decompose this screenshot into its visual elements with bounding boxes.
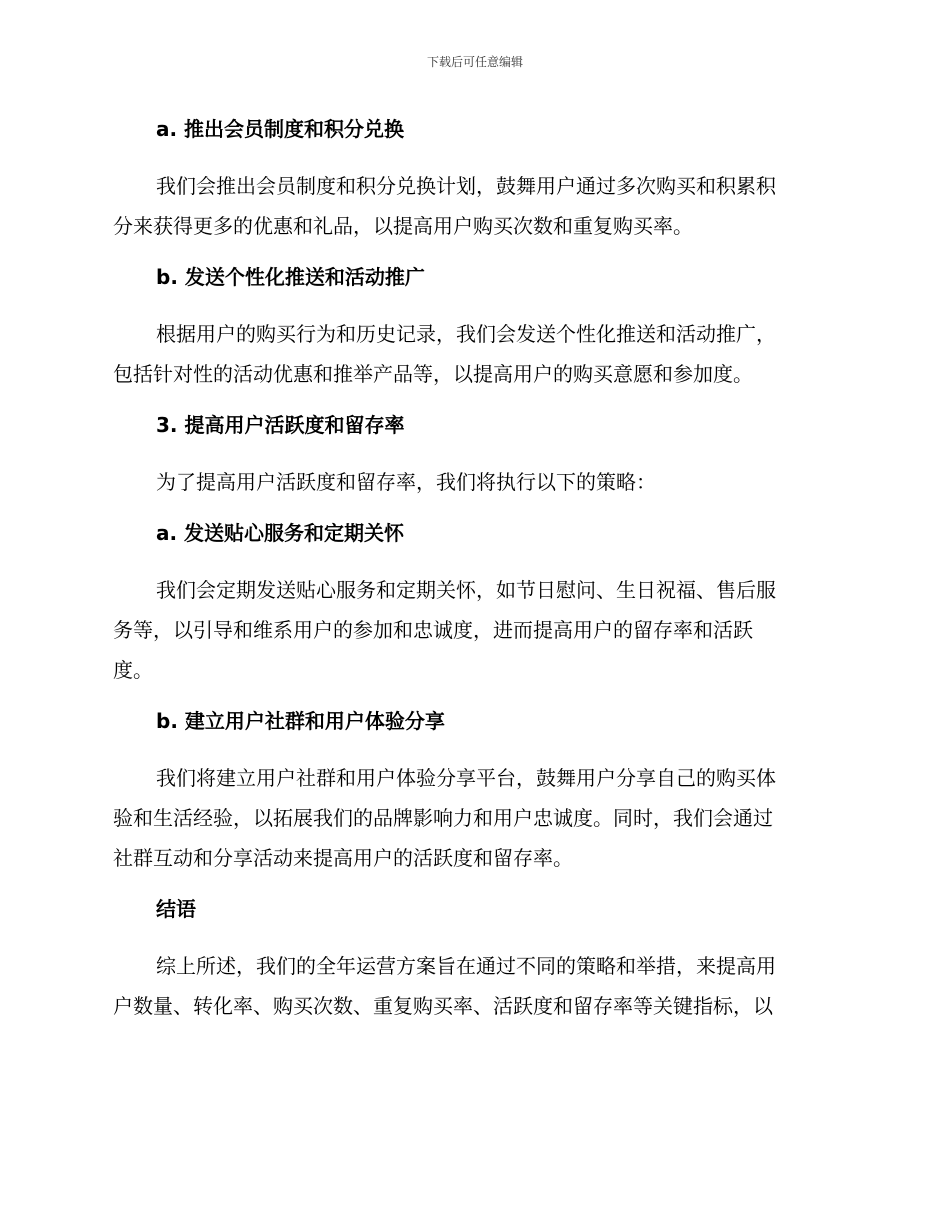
paragraph-line: 综上所述，我们的全年运营方案旨在通过不同的策略和举措，来提高用 (156, 954, 776, 978)
section-paragraph (113, 946, 833, 1026)
document-body (113, 112, 833, 1040)
paragraph-line: 度。 (113, 658, 153, 682)
section-heading: 3. 提高用户活跃度和留存率 (156, 413, 405, 437)
paragraph-line: 我们会推出会员制度和积分兑换计划，鼓舞用户通过多次购买和积累积 (156, 174, 776, 198)
paragraph-line: 我们将建立用户社群和用户体验分享平台，鼓舞用户分享自己的购买体 (156, 766, 776, 790)
section-care-service (113, 516, 833, 690)
section-membership (113, 112, 833, 246)
paragraph-line: 包括针对性的活动优惠和推举产品等，以提高用户的购买意愿和参加度。 (113, 362, 753, 386)
page-header: 下载后可任意编辑 (426, 55, 523, 69)
section-paragraph (113, 166, 833, 246)
paragraph-line: 我们会定期发送贴心服务和定期关怀，如节日慰问、生日祝福、售后服 (156, 578, 776, 602)
section-personalized-push (113, 260, 833, 394)
paragraph-line: 户数量、转化率、购买次数、重复购买率、活跃度和留存率等关键指标，以 (113, 994, 773, 1018)
section-heading: a. 推出会员制度和积分兑换 (156, 117, 405, 141)
section-heading: b. 发送个性化推送和活动推广 (156, 265, 425, 289)
section-heading: b. 建立用户社群和用户体验分享 (156, 709, 445, 733)
paragraph-line: 务等，以引导和维系用户的参加和忠诚度，进而提高用户的留存率和活跃 (113, 618, 753, 642)
paragraph-line: 为了提高用户活跃度和留存率，我们将执行以下的策略： (156, 470, 656, 494)
paragraph-line: 根据用户的购买行为和历史记录，我们会发送个性化推送和活动推广， (156, 322, 776, 346)
section-heading: a. 发送贴心服务和定期关怀 (156, 521, 405, 545)
section-heading: 结语 (156, 897, 196, 921)
section-activity-retention (113, 408, 833, 502)
paragraph-line: 验和生活经验，以拓展我们的品牌影响力和用户忠诚度。同时，我们会通过 (113, 806, 773, 830)
section-paragraph (113, 462, 833, 502)
section-conclusion (113, 892, 833, 1026)
section-paragraph (113, 758, 833, 878)
section-paragraph (113, 570, 833, 690)
paragraph-line: 分来获得更多的优惠和礼品，以提高用户购买次数和重复购买率。 (113, 214, 693, 238)
section-community (113, 704, 833, 878)
paragraph-line: 社群互动和分享活动来提高用户的活跃度和留存率。 (113, 846, 573, 870)
section-paragraph (113, 314, 833, 394)
